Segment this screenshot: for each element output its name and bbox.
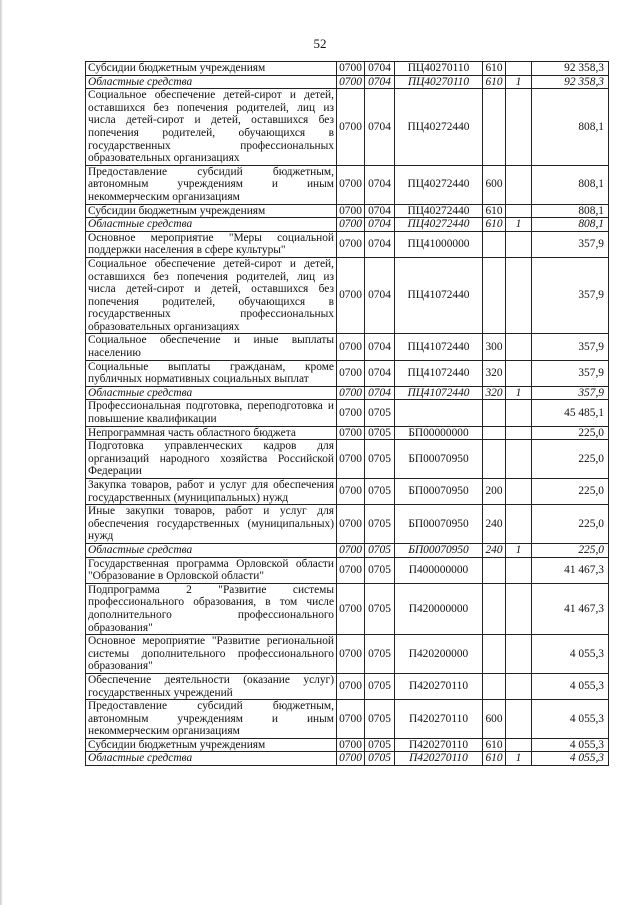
amount: 4 055,3 — [532, 738, 609, 752]
section-code: 0700 — [337, 505, 365, 544]
expense-type-code — [483, 557, 506, 583]
funding-source-code: 1 — [506, 543, 532, 557]
amount: 92 358,3 — [532, 75, 609, 89]
funding-source-code — [506, 360, 532, 386]
target-article-code: П420000000 — [395, 583, 483, 634]
section-code: 0700 — [337, 440, 365, 479]
table-row — [86, 738, 609, 752]
subsection-code: 0705 — [365, 583, 395, 634]
subsection-code: 0704 — [365, 360, 395, 386]
amount: 357,9 — [532, 386, 609, 400]
table-row — [86, 426, 609, 440]
table-row — [86, 89, 609, 166]
funding-source-code — [506, 426, 532, 440]
row-name: Основное мероприятие "Меры социальной поддержки населения в сфере культуры" — [86, 231, 337, 257]
page-number: 52 — [313, 36, 327, 51]
scan-edge — [0, 0, 3, 905]
target-article-code: П420270110 — [395, 700, 483, 739]
amount: 808,1 — [532, 218, 609, 232]
amount: 4 055,3 — [532, 752, 609, 766]
table-row — [86, 62, 609, 76]
subsection-code: 0704 — [365, 165, 395, 204]
expense-type-code — [483, 89, 506, 166]
expense-type-code — [483, 440, 506, 479]
funding-source-code — [506, 89, 532, 166]
funding-source-code — [506, 257, 532, 334]
subsection-code: 0704 — [365, 257, 395, 334]
table-row — [86, 334, 609, 360]
target-article-code: БП00000000 — [395, 426, 483, 440]
expense-type-code — [483, 635, 506, 674]
expense-type-code — [483, 231, 506, 257]
table-row — [86, 75, 609, 89]
row-name: Предоставление субсидий бюджетным, автономным учреждениям и иным некоммерческим организациям — [86, 700, 337, 739]
budget-table — [85, 61, 609, 766]
amount: 41 467,3 — [532, 557, 609, 583]
amount: 225,0 — [532, 479, 609, 505]
target-article-code: П420270110 — [395, 738, 483, 752]
subsection-code: 0704 — [365, 231, 395, 257]
amount: 357,9 — [532, 257, 609, 334]
subsection-code: 0704 — [365, 62, 395, 76]
amount: 225,0 — [532, 505, 609, 544]
funding-source-code — [506, 505, 532, 544]
row-name: Непрограммная часть областного бюджета — [86, 426, 337, 440]
target-article-code: ПЦ40272440 — [395, 89, 483, 166]
subsection-code: 0704 — [365, 204, 395, 218]
row-name: Подпрограмма 2 "Развитие системы профессионального образования, в том числе дополнительного профессионального образования" — [86, 583, 337, 634]
section-code: 0700 — [337, 479, 365, 505]
section-code: 0700 — [337, 400, 365, 426]
funding-source-code — [506, 738, 532, 752]
section-code: 0700 — [337, 165, 365, 204]
table-row — [86, 165, 609, 204]
funding-source-code — [506, 700, 532, 739]
row-name: Социальное обеспечение и иные выплаты населению — [86, 334, 337, 360]
table-row — [86, 479, 609, 505]
amount: 225,0 — [532, 426, 609, 440]
funding-source-code: 1 — [506, 752, 532, 766]
funding-source-code — [506, 400, 532, 426]
target-article-code: П420200000 — [395, 635, 483, 674]
target-article-code: П420270110 — [395, 752, 483, 766]
subsection-code: 0705 — [365, 673, 395, 699]
row-name: Областные средства — [86, 75, 337, 89]
expense-type-code — [483, 583, 506, 634]
amount: 225,0 — [532, 543, 609, 557]
subsection-code: 0705 — [365, 635, 395, 674]
row-name: Обеспечение деятельности (оказание услуг) государственных учреждений — [86, 673, 337, 699]
row-name: Областные средства — [86, 543, 337, 557]
funding-source-code — [506, 557, 532, 583]
funding-source-code — [506, 635, 532, 674]
subsection-code: 0705 — [365, 752, 395, 766]
row-name: Закупка товаров, работ и услуг для обеспечения государственных (муниципальных) нужд — [86, 479, 337, 505]
amount: 4 055,3 — [532, 700, 609, 739]
row-name: Субсидии бюджетным учреждениям — [86, 204, 337, 218]
amount: 225,0 — [532, 440, 609, 479]
expense-type-code: 320 — [483, 386, 506, 400]
subsection-code: 0705 — [365, 738, 395, 752]
expense-type-code: 610 — [483, 218, 506, 232]
row-name: Областные средства — [86, 386, 337, 400]
table-row — [86, 400, 609, 426]
subsection-code: 0705 — [365, 400, 395, 426]
expense-type-code: 610 — [483, 752, 506, 766]
target-article-code: ПЦ40272440 — [395, 165, 483, 204]
target-article-code: ПЦ41072440 — [395, 334, 483, 360]
target-article-code: ПЦ41072440 — [395, 257, 483, 334]
table-row — [86, 360, 609, 386]
funding-source-code — [506, 204, 532, 218]
section-code: 0700 — [337, 738, 365, 752]
amount: 357,9 — [532, 334, 609, 360]
subsection-code: 0704 — [365, 334, 395, 360]
target-article-code: ПЦ40272440 — [395, 204, 483, 218]
expense-type-code: 200 — [483, 479, 506, 505]
subsection-code: 0705 — [365, 543, 395, 557]
table-row — [86, 543, 609, 557]
target-article-code: БП00070950 — [395, 479, 483, 505]
target-article-code: БП00070950 — [395, 543, 483, 557]
subsection-code: 0704 — [365, 386, 395, 400]
row-name: Предоставление субсидий бюджетным, автономным учреждениям и иным некоммерческим организациям — [86, 165, 337, 204]
section-code: 0700 — [337, 543, 365, 557]
budget-table-body — [86, 62, 609, 766]
table-row — [86, 505, 609, 544]
target-article-code: ПЦ41000000 — [395, 231, 483, 257]
expense-type-code — [483, 400, 506, 426]
table-row — [86, 635, 609, 674]
row-name: Субсидии бюджетным учреждениям — [86, 62, 337, 76]
funding-source-code — [506, 440, 532, 479]
funding-source-code: 1 — [506, 386, 532, 400]
target-article-code: ПЦ41072440 — [395, 386, 483, 400]
target-article-code: ПЦ40270110 — [395, 75, 483, 89]
expense-type-code: 320 — [483, 360, 506, 386]
section-code: 0700 — [337, 426, 365, 440]
funding-source-code — [506, 583, 532, 634]
amount: 4 055,3 — [532, 673, 609, 699]
amount: 808,1 — [532, 204, 609, 218]
expense-type-code: 600 — [483, 700, 506, 739]
target-article-code: ПЦ40272440 — [395, 218, 483, 232]
target-article-code — [395, 400, 483, 426]
target-article-code: ПЦ41072440 — [395, 360, 483, 386]
funding-source-code — [506, 673, 532, 699]
row-name: Социальное обеспечение детей-сирот и детей, оставшихся без попечения родителей, лиц из числа детей-сирот и детей, оставшихся без попечения родителей, обучающихся в государственных профессиональных образовательных организациях — [86, 257, 337, 334]
target-article-code: ПЦ40270110 — [395, 62, 483, 76]
subsection-code: 0705 — [365, 426, 395, 440]
table-row — [86, 204, 609, 218]
table-row — [86, 386, 609, 400]
row-name: Социальные выплаты гражданам, кроме публичных нормативных социальных выплат — [86, 360, 337, 386]
table-row — [86, 700, 609, 739]
section-code: 0700 — [337, 75, 365, 89]
amount: 45 485,1 — [532, 400, 609, 426]
table-row — [86, 557, 609, 583]
expense-type-code — [483, 673, 506, 699]
row-name: Подготовка управленческих кадров для организаций народного хозяйства Российской Федерации — [86, 440, 337, 479]
section-code: 0700 — [337, 62, 365, 76]
section-code: 0700 — [337, 360, 365, 386]
subsection-code: 0704 — [365, 218, 395, 232]
amount: 357,9 — [532, 231, 609, 257]
table-row — [86, 218, 609, 232]
row-name: Социальное обеспечение детей-сирот и детей, оставшихся без попечения родителей, лиц из числа детей-сирот и детей, оставшихся без попечения родителей, обучающихся в государственных профессиональных образовательных организациях — [86, 89, 337, 166]
table-row — [86, 673, 609, 699]
target-article-code: П400000000 — [395, 557, 483, 583]
funding-source-code — [506, 231, 532, 257]
target-article-code: П420270110 — [395, 673, 483, 699]
row-name: Областные средства — [86, 752, 337, 766]
section-code: 0700 — [337, 257, 365, 334]
amount: 357,9 — [532, 360, 609, 386]
table-row — [86, 257, 609, 334]
row-name: Государственная программа Орловской области "Образование в Орловской области" — [86, 557, 337, 583]
amount: 4 055,3 — [532, 635, 609, 674]
funding-source-code — [506, 62, 532, 76]
row-name: Иные закупки товаров, работ и услуг для обеспечения государственных (муниципальных) нужд — [86, 505, 337, 544]
section-code: 0700 — [337, 204, 365, 218]
funding-source-code — [506, 334, 532, 360]
amount: 808,1 — [532, 165, 609, 204]
section-code: 0700 — [337, 334, 365, 360]
funding-source-code: 1 — [506, 75, 532, 89]
expense-type-code: 610 — [483, 75, 506, 89]
section-code: 0700 — [337, 673, 365, 699]
expense-type-code: 610 — [483, 738, 506, 752]
section-code: 0700 — [337, 700, 365, 739]
row-name: Областные средства — [86, 218, 337, 232]
amount: 808,1 — [532, 89, 609, 166]
expense-type-code: 300 — [483, 334, 506, 360]
funding-source-code: 1 — [506, 218, 532, 232]
subsection-code: 0705 — [365, 479, 395, 505]
expense-type-code: 240 — [483, 543, 506, 557]
table-row — [86, 752, 609, 766]
expense-type-code: 610 — [483, 62, 506, 76]
section-code: 0700 — [337, 557, 365, 583]
subsection-code: 0705 — [365, 700, 395, 739]
expense-type-code: 610 — [483, 204, 506, 218]
subsection-code: 0705 — [365, 505, 395, 544]
subsection-code: 0705 — [365, 557, 395, 583]
expense-type-code — [483, 426, 506, 440]
row-name: Профессиональная подготовка, переподготовка и повышение квалификации — [86, 400, 337, 426]
expense-type-code — [483, 257, 506, 334]
amount: 41 467,3 — [532, 583, 609, 634]
target-article-code: БП00070950 — [395, 440, 483, 479]
funding-source-code — [506, 165, 532, 204]
section-code: 0700 — [337, 635, 365, 674]
row-name: Основное мероприятие "Развитие региональной системы дополнительного профессионального образования" — [86, 635, 337, 674]
amount: 92 358,3 — [532, 62, 609, 76]
subsection-code: 0704 — [365, 89, 395, 166]
table-row — [86, 440, 609, 479]
section-code: 0700 — [337, 89, 365, 166]
section-code: 0700 — [337, 752, 365, 766]
table-row — [86, 583, 609, 634]
expense-type-code: 600 — [483, 165, 506, 204]
funding-source-code — [506, 479, 532, 505]
table-row — [86, 231, 609, 257]
section-code: 0700 — [337, 231, 365, 257]
section-code: 0700 — [337, 583, 365, 634]
row-name: Субсидии бюджетным учреждениям — [86, 738, 337, 752]
expense-type-code: 240 — [483, 505, 506, 544]
target-article-code: БП00070950 — [395, 505, 483, 544]
subsection-code: 0704 — [365, 75, 395, 89]
section-code: 0700 — [337, 386, 365, 400]
section-code: 0700 — [337, 218, 365, 232]
subsection-code: 0705 — [365, 440, 395, 479]
